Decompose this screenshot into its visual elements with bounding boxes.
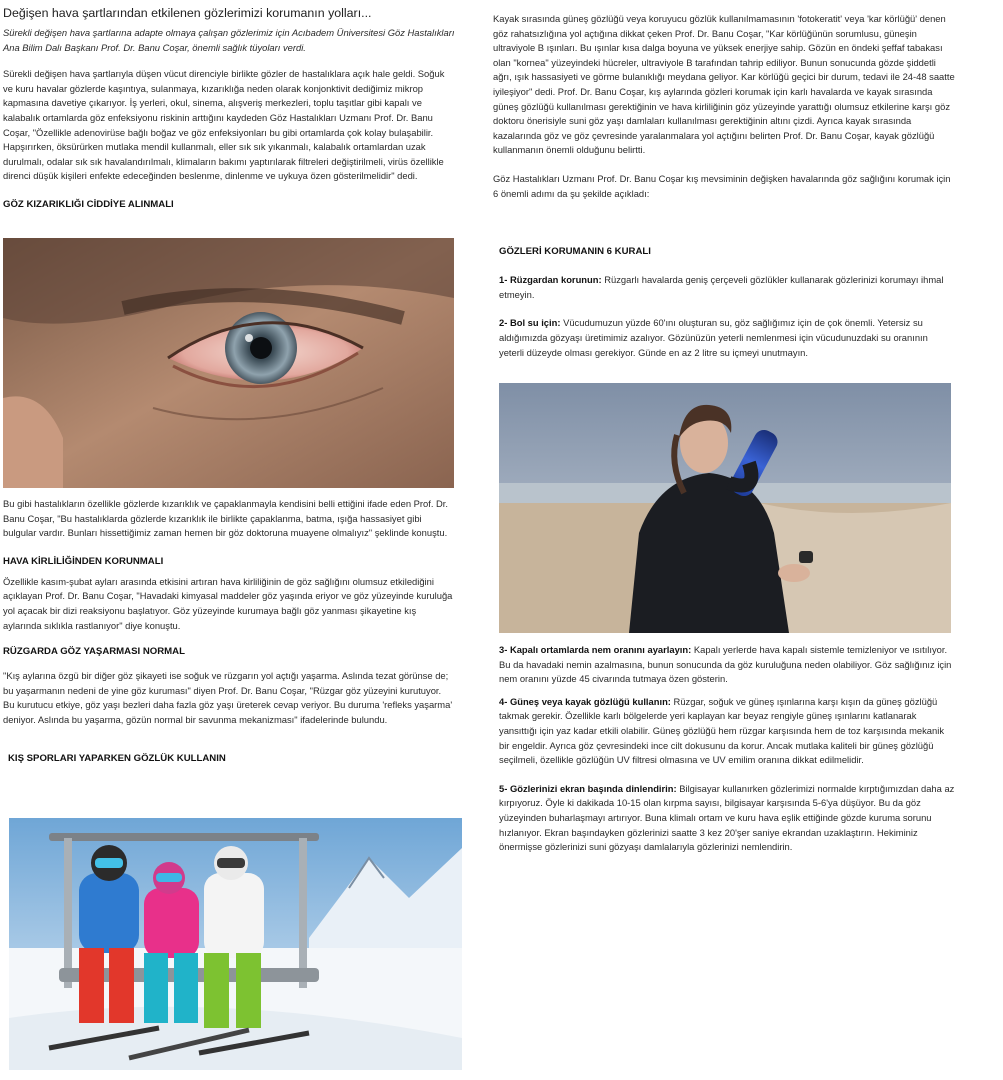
left-column xyxy=(3,0,455,212)
rule-1-text: Rüzgarlı havalarda geniş çerçeveli gözlükler kullanarak gözlerinizi korumayı ihmal etmeyin. xyxy=(499,274,944,300)
article-intro: Sürekli değişen hava şartlarına adapte olmaya çalışan gözlerimiz için Acıbadem Üniversitesi Göz Hastalıkları Ana Bilim Dalı Başkanı Prof. Dr. Banu Coşar, önemli sağlık tüyoları verdi. xyxy=(3,27,455,53)
rule-3-text: Kapalı yerlerde hava kapalı sistemle temizleniyor ve ısıtılıyor. Bu da havadaki nemin azalmasına, bunun sonucunda da göz kuruluğuna neden olabiliyor. Göz sağlığınız için nem oranını yüzde 45 civarında tutmaya özen gösterin. xyxy=(499,644,952,685)
paragraph: "Kış aylarına özgü bir diğer göz şikayeti ise soğuk ve rüzgarın yol açtığı yaşarma. Aslında tezat görünse de; bu yaşarmanın nedeni de yine göz kuruması" diyen Prof. Dr. Banu Coşar, "Rüzgar göz yüzeyini kurutuyor. Bu kurutucu etkiye, göz yaşı bezleri daha fazla göz yaşı üreterek cevap veriyor. Bu duruma 'refleks yaşarma' deniyor. Aslında bu yaşarma, gözün normal bir savunma mekanizması" ifadelerinde bulundu. xyxy=(3,670,453,725)
right-column xyxy=(493,12,955,360)
woman-drinking-photo xyxy=(499,383,951,633)
article-title: Değişen hava şartlarından etkilenen gözlerimizi korumanın yolları... xyxy=(3,6,372,20)
ski-lift-photo xyxy=(9,818,462,1070)
paragraph: Bu gibi hastalıkların özellikle gözlerde kızarıklık ve çapaklanmayla kendisini belli ettiğini ifade eden Prof. Dr. Banu Coşar, "Bu hastalıklarda gözlerde kızarıklık ile birlikte çapaklanma, batma, ışığa hassasiyet gibi bulgular vardır. Bunları hissettiğimiz zaman hemen bir göz doktoruna muayene olmalıyız" şeklinde konuştu. xyxy=(3,498,449,539)
rule-3 xyxy=(499,643,955,687)
right-column-lower xyxy=(493,643,955,855)
rule-4-label: 4- Güneş veya kayak gözlüğü kullanın: xyxy=(499,695,671,707)
rule-5-text: Bilgisayar kullanırken gözlerimizi normalde kırptığımızdan daha az kırpıyoruz. Öyle ki dakikada 10-15 olan kırpma sayısı, bilgisayar karşısında 5-6'ya düşüyor. Bu da göz yüzeyinden buharlaşmayı artırıyor. Buna klimalı ortam ve kuru hava eşlik ettiğinde gözde kuruma sorunu hızlanıyor. Ekran başındayken gözlerinizi saatte 3 kez 20'şer saniye ekrandan uzaklaştırın. Hekiminiz önermişse gözlerinizi suni gözyaşı damlalarıyla gözlerinizi nemlendirin. xyxy=(499,782,955,853)
rule-1-label: 1- Rüzgardan korunun: xyxy=(499,274,602,286)
rule-1 xyxy=(499,273,955,302)
section-heading: KIŞ SPORLARI YAPARKEN GÖZLÜK KULLANIN xyxy=(8,752,226,764)
paragraph: Göz Hastalıkları Uzmanı Prof. Dr. Banu Coşar kış mevsiminin değişken havalarında göz sağlığını korumak için 6 önemli adımı da şu şekilde açıkladı: xyxy=(493,172,951,199)
paragraph: Özellikle kasım-şubat ayları arasında etkisini artıran hava kirliliğinin de göz sağlığını olumsuz etkilediğini açıklayan Prof. Dr. Banu Coşar, "Havadaki kimyasal maddeler göz yaşında eriyor ve göz yüzeyinde kuruluğa yol açacak bir dizi reaksiyonu başlatıyor. Göz yüzeyinde kurumaya bağlı göz yanması şikayetine kış aylarında sıklıkla rastlanıyor" diye konuştu. xyxy=(3,575,453,631)
rule-5-label: 5- Gözlerinizi ekran başında dinlendirin: xyxy=(499,782,677,794)
red-eye-photo xyxy=(3,238,454,488)
rule-3-label: 3- Kapalı ortamlarda nem oranını ayarlayın: xyxy=(499,644,692,655)
section-heading: RÜZGARDA GÖZ YAŞARMASI NORMAL xyxy=(3,646,185,658)
rule-4-text: Rüzgar, soğuk ve güneş ışınlarına karşı kışın da güneş gözlüğü takmak gerekir. Özellikle karlı bölgelerde yeri kaplayan kar beyaz rengiyle güneş ışınlarını katlanarak yansıttığı için yaz kadar etkili olabilir. Güneş gözlüğü hem rüzgar karşısında hem de toz karşısında mekanik bir engeldir. Ayrıca göz çevresindeki ince cilt dokusunu da korur. Ancak mutlaka kaliteli bir güneş gözlüğü seçilmeli, özellikle gözlüğün UV filtresi olmasına ve UV emilim oranına dikkat edilmelidir. xyxy=(499,695,945,766)
section-heading: HAVA KİRLİLİĞİNDEN KORUNMALI xyxy=(3,555,164,567)
rule-2-text: Vücudumuzun yüzde 60'ını oluşturan su, göz sağlığımız için de çok önemli. Yetersiz su aldığımızda gözyaşı üretimimiz azalıyor. Gözünüzün yeterli nemlenmesi için vücudunuzdaki su oranının yeterli düzeyde olması gerekiyor. Günde en az 2 litre su içmeyi unutmayın. xyxy=(499,317,928,358)
rule-5 xyxy=(499,782,955,855)
rule-2 xyxy=(499,316,955,360)
left-column-lower xyxy=(3,497,455,766)
rule-2-label: 2- Bol su için: xyxy=(499,317,561,329)
paragraph: Kayak sırasında güneş gözlüğü veya koruyucu gözlük kullanılmamasının 'fotokeratit' veya 'kar körlüğü' denen göz rahatsızlığına yol açtığına dikkat çeken Prof. Dr. Banu Coşar, "Kar körlüğünün sorumlusu, güneşin ultraviyole B ışınları. Bu ışınlar kısa dalga boyuna ve yüksek enerjiye sahip. Gözün en öndeki şeffaf tabakası olan "kornea" yüzeyindeki hücreler, ultraviyole B tarafından tahrip ediliyor. Bunun sonucunda gözde şiddetli ağrı, ışık hassasiyeti ve görme bulanıklığı meydana geliyor. Kar körlüğü geçici bir durum, tedavi ile 24-48 saatte iyileşiyor" dedi. Prof. Dr. Banu Coşar, kış aylarında gözleri korumak için karlı havalarda ve kayak sırasında güneş gözlüğü kullanılması gerektiğinin ve hava kirliliğinin göz yüzeyinde yarattığı olumsuz etkilerine karşı göz doktoru önerisiyle suni göz yaşı damlaları kullanılması gerektiğinin altını çizdi. Ayrıca kayak sırasında kazalarında göz ve göz çevresinde yaralanmalara yol açtığını belirten Prof. Dr. Banu Coşar, kayak gözlüğü kullanmanın önemli olduğunu belirtti. xyxy=(493,13,955,156)
paragraph: Sürekli değişen hava şartlarıyla düşen vücut direnciyle birlikte gözler de hastalıklara açık hale geldi. Soğuk ve kuru havalar gözlerde kaşıntıya, sulanmaya, kızarıklığa neden olarak konjonktivit dediğimiz mikrop kapmasına davetiye çıkarıyor. İş yerleri, okul, sinema, alışveriş merkezleri, toplu taşıtlar gibi kapalı ve kalabalık ortamlarda göz enfeksiyonu riskinin arttığını kaydeden Göz Hastalıkları Uzmanı Prof. Dr. Banu Coşar, "Özellikle adenovirüse bağlı boğaz ve göz enfeksiyonları bu gibi ortamlarda çok kolay bulaşabilir. Hapşırırken, öksürürken mutlaka mendil kullanmalı, eller sık sık yıkanmalı, kalabalık ortamlardan uzak durulmalı, odalar sık sık havalandırılmalı, klimaların bakımı yaptırılarak filtreleri değiştirilmeli, virüs özellikle direnci düşük kişileri enfekte edeceğinden beslenme, dinlenme ve uykuya özen gösterilmelidir" dedi. xyxy=(3,68,445,182)
section-heading: GÖZ KIZARIKLIĞI CİDDİYE ALINMALI xyxy=(3,198,174,210)
section-heading: GÖZLERİ KORUMANIN 6 KURALI xyxy=(499,246,651,258)
rule-4 xyxy=(499,695,955,768)
